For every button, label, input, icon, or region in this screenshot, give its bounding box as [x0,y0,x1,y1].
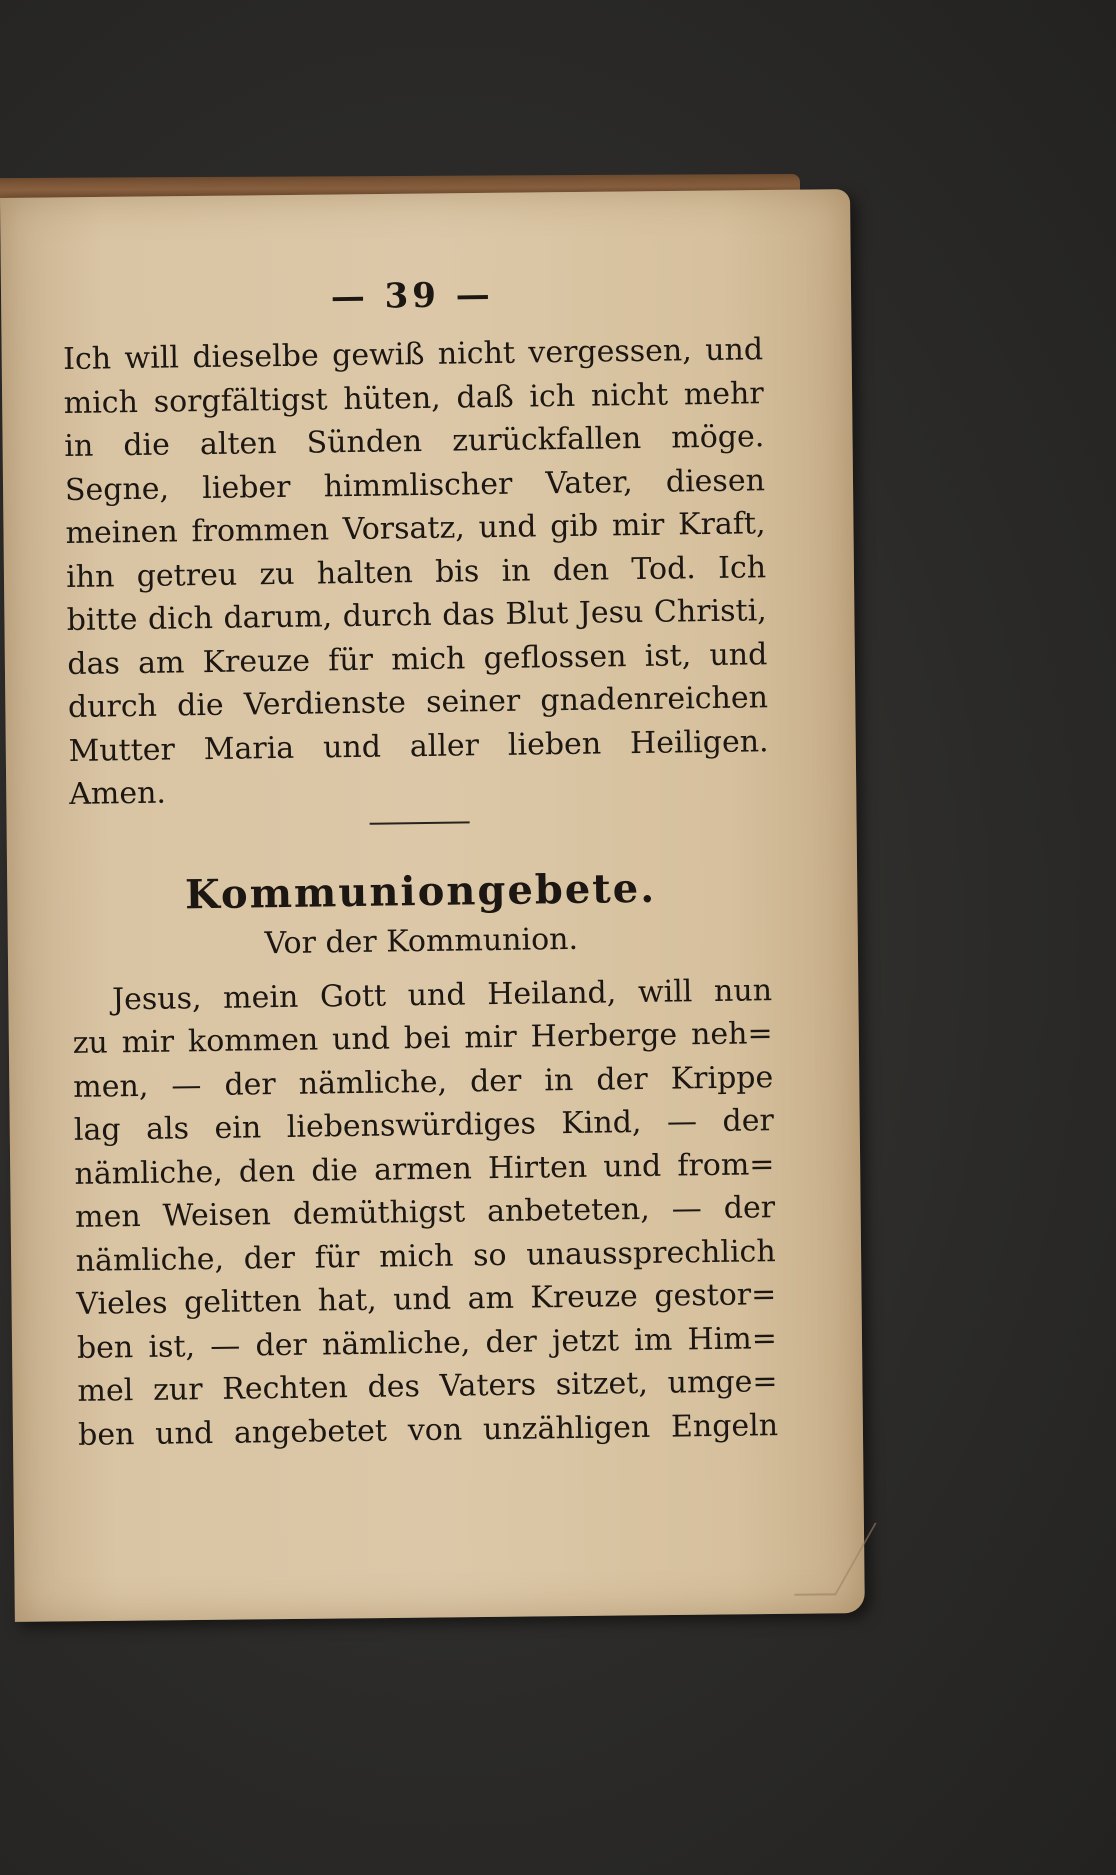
text-line: mich sorgfältigst hüten, daß ich nicht mehr [63,375,764,421]
page-corner [794,1523,877,1596]
section-subheading: Vor der Kommunion. [264,921,579,961]
text-line: das am Kreuze für mich geflossen ist, und [67,636,768,682]
text-line: zu mir kommen und bei mir Herberge neh= [72,1016,773,1061]
text-line: ben ist, — der nämliche, der jetzt im Him= [76,1320,778,1366]
text-line: nämliche, der für mich so unaussprechlich [75,1233,776,1279]
page-text [62,268,778,1457]
section-heading: Kommuniongebete. [184,864,657,918]
text-line: ihn getreu zu halten bis in den Tod. Ich [65,549,767,595]
prayer-paragraph [72,969,779,1457]
text-line: lag als ein liebenswürdiges Kind, — der [73,1103,775,1148]
text-line: Segne, lieber himmlischer Vater, diesen [64,462,766,508]
text-line: meinen frommen Vorsatz, und gib mir Kraft, [65,506,766,551]
text-line: nämliche, den die armen Hirten und from= [74,1146,775,1192]
text-line: men Weisen demüthigst anbeteten, — der [74,1190,776,1235]
page-number: — 39 — [330,274,495,318]
text-line: ben und angebetet von unzähligen Engeln [77,1407,779,1453]
text-line: mel zur Rechten des Vaters sitzet, umge= [77,1364,778,1409]
text-line: Jesus, mein Gott und Heiland, will nun [111,972,773,1017]
text-line: Vieles gelitten hat, und am Kreuze gestor= [76,1277,777,1322]
text-line: men, — der nämliche, der in der Krippe [73,1059,774,1105]
text-line: Amen. [68,775,167,812]
text-line: Mutter Maria und aller lieben Heiligen. [68,723,769,769]
closing-paragraph [63,328,770,816]
text-line: in die alten Sünden zurückfallen möge. [64,419,765,464]
text-line: durch die Verdienste seiner gnadenreichen [67,680,769,725]
section-divider [370,821,470,824]
text-line: bitte dich darum, durch das Blut Jesu Christi, [66,593,767,638]
text-line: Ich will dieselbe gewiß nicht vergessen, und [62,332,764,377]
